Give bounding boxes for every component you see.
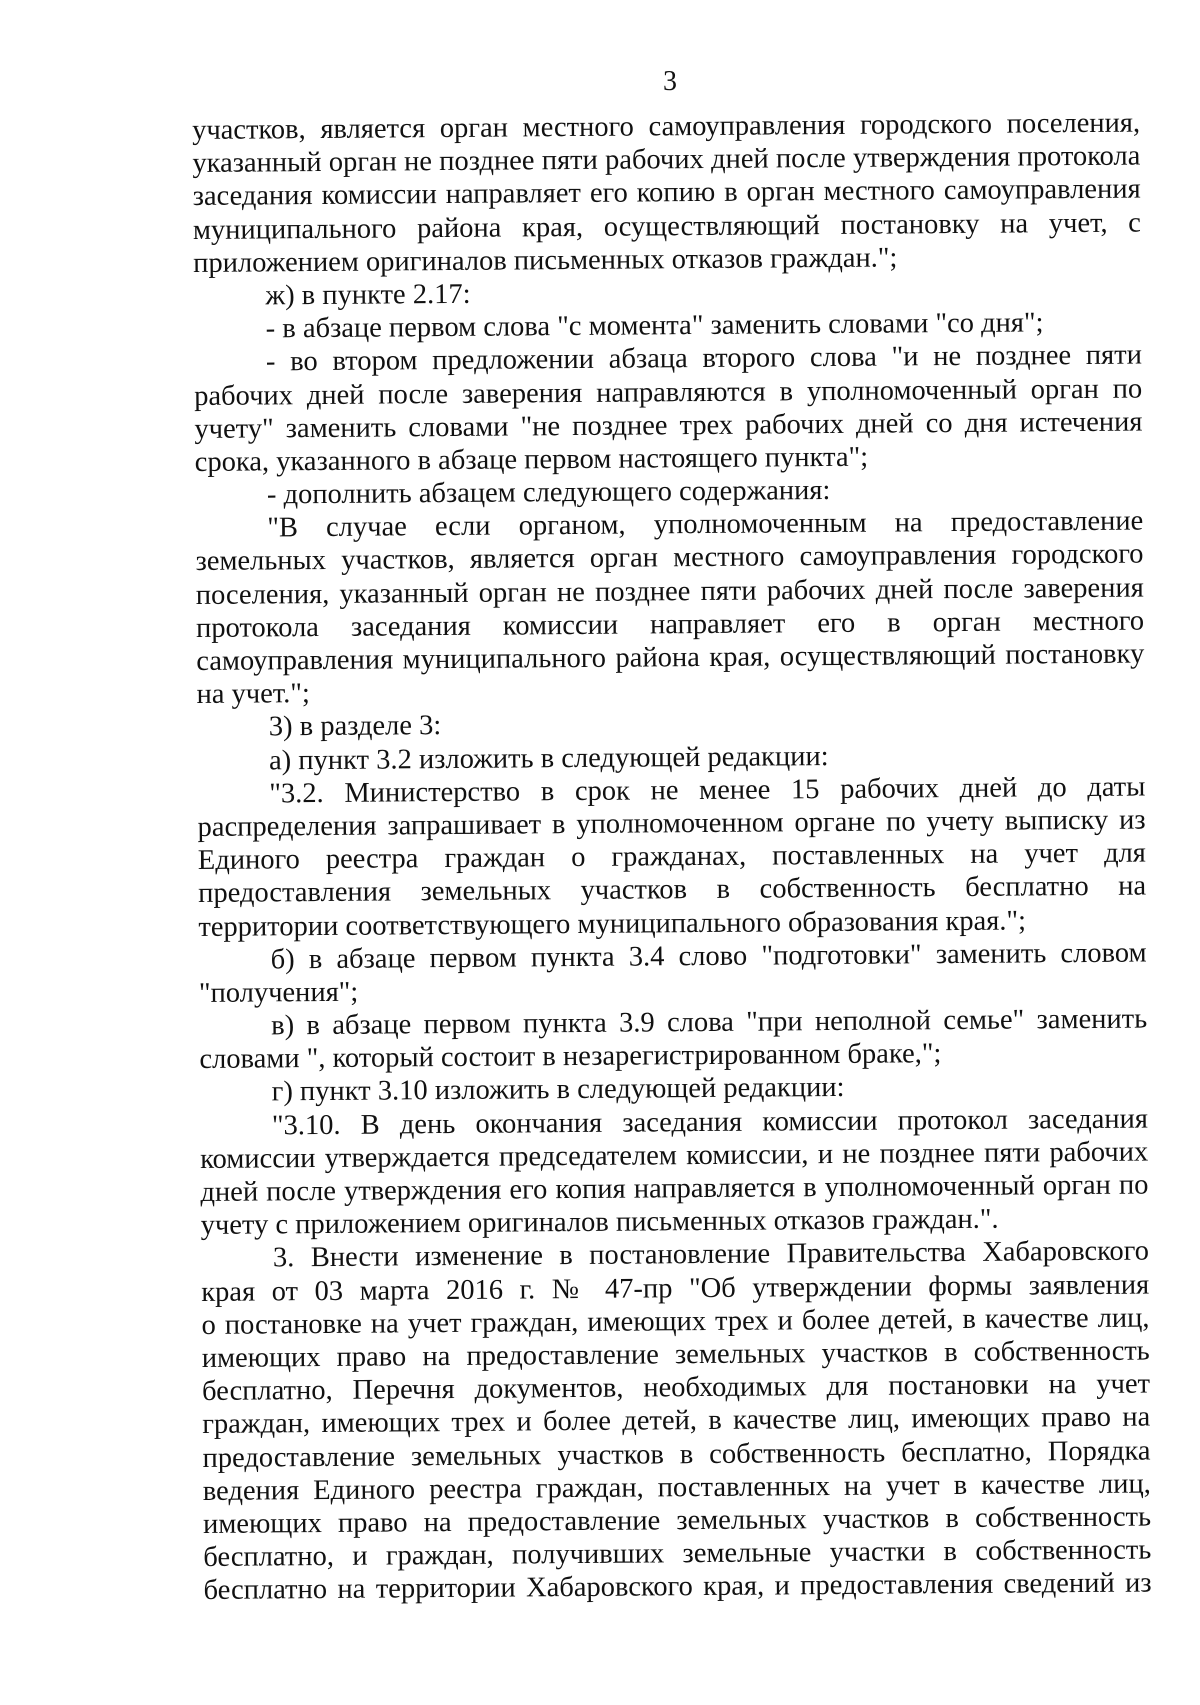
text-line: г) пункт 3.10 изложить в следующей редакции: (271, 1072, 845, 1108)
text-line: срока, указанного в абзаце первом настоящего пункта"; (194, 441, 869, 478)
text-line: заседания комиссии направляет его копию в орган местного самоуправления (192, 173, 1141, 213)
text-line: протокола заседания комиссии направляет его в орган местного (195, 605, 1145, 644)
text-line: учету с приложением оригиналов письменных отказов граждан.". (200, 1203, 999, 1242)
text-line: ж) в пункте 2.17: (265, 278, 471, 312)
text-line: рабочих дней после заверения направляются в уполномоченный орган по (194, 373, 1143, 412)
text-line: бесплатно, и граждан, получивших земельные участки в собственность (203, 1534, 1152, 1574)
text-line: а) пункт 3.2 изложить в следующей редакции: (268, 740, 829, 776)
text-line: поселения, указанный орган не позднее пяти рабочих дней после заверения (195, 572, 1144, 611)
text-line: б) в абзаце первом пункта 3.4 слово "подготовки" заменить словом (270, 937, 1147, 976)
text-line: дней после утверждения его копия направляется в уполномоченный орган по (200, 1169, 1149, 1208)
text-line: участков, является орган местного самоуправления городского поселения, (192, 107, 1141, 146)
text-line: комиссии утверждается председателем комиссии, и не позднее пяти рабочих (200, 1136, 1149, 1175)
document-body (192, 107, 1152, 1608)
text-line: "3.2. Министерство в срок не менее 15 рабочих дней до даты (269, 771, 1146, 810)
text-line: "В случае если органом, уполномоченным на предоставление (267, 505, 1144, 544)
text-line: земельных участков, является орган местного самоуправления городского (195, 538, 1144, 578)
text-line: - во втором предложении абзаца второго слова "и не позднее пяти (265, 339, 1143, 378)
text-line: граждан, имеющих трех и более детей, в качестве лиц, имеющих право на (202, 1401, 1151, 1441)
text-line: учету" заменить словами "не позднее трех рабочих дней со дня истечения (194, 406, 1143, 445)
text-line: бесплатно, Перечня документов, необходимых для постановки на учет (201, 1368, 1151, 1408)
text-line: предоставление земельных участков в собственность бесплатно, Порядка (202, 1435, 1151, 1474)
text-line: "3.10. В день окончания заседания комиссии протокол заседания (271, 1103, 1149, 1142)
text-line: предоставления земельных участков в собственность бесплатно на (198, 870, 1147, 910)
page-number: 3 (663, 66, 677, 97)
text-line: имеющих право на предоставление земельных участков в собственность (201, 1335, 1150, 1374)
text-line: самоуправления муниципального района края, осуществляющий постановку (196, 638, 1145, 677)
text-line: имеющих право на предоставление земельных участков в собственность (202, 1501, 1152, 1540)
text-line: распределения запрашивает в уполномоченном органе по учету выписку из (197, 804, 1146, 843)
text-line: указанный орган не позднее пяти рабочих дней после утверждения протокола (192, 140, 1141, 180)
text-line: словами ", который состоит в незарегистрированном браке,"; (199, 1038, 942, 1076)
text-line: края от 03 марта 2016 г. № 47-пр "Об утверждении формы заявления (201, 1269, 1150, 1308)
text-line: - дополнить абзацем следующего содержания: (266, 475, 831, 511)
text-line: на учет."; (196, 678, 310, 711)
text-line: приложением оригиналов письменных отказов граждан."; (193, 242, 898, 279)
text-line: 3) в разделе 3: (268, 710, 442, 743)
text-line: территории соответствующего муниципального образования края."; (198, 904, 1027, 943)
text-line: 3. Внести изменение в постановление Правительства Хабаровского (272, 1235, 1150, 1274)
text-line: "получения"; (198, 976, 359, 1009)
text-line: - в абзаце первом слова "с момента" заменить словами "со дня"; (265, 307, 1044, 345)
text-line: ведения Единого реестра граждан, поставленных на учет в качестве лиц, (202, 1468, 1151, 1507)
text-line: Единого реестра граждан о гражданах, поставленных на учет для (197, 837, 1146, 877)
text-line: муниципального района края, осуществляющий постановку на учет, с (192, 207, 1142, 246)
text-line: о постановке на учет граждан, имеющих трех и более детей, в качестве лиц, (201, 1302, 1150, 1341)
text-line: бесплатно на территории Хабаровского края, и предоставления сведений из (203, 1567, 1152, 1607)
text-line: в) в абзаце первом пункта 3.9 слова "при неполной семье" заменить (271, 1003, 1148, 1042)
